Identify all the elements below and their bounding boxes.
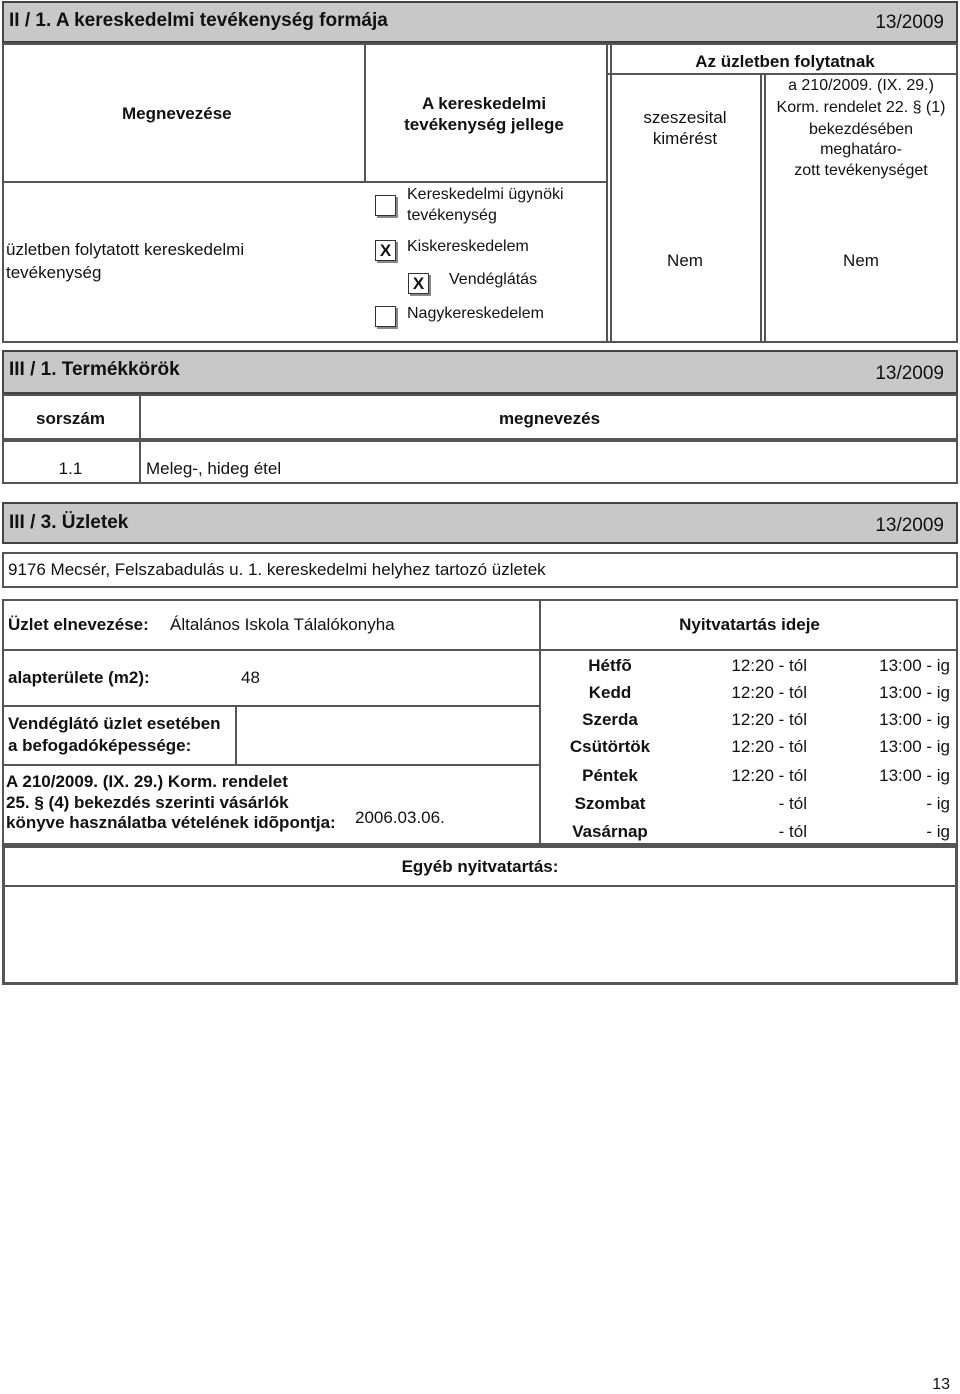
row-no: 1.1 — [58, 459, 83, 478]
opt-agent-label-2: tevékenység — [407, 207, 497, 224]
area-value: 48 — [241, 668, 260, 687]
day-label: Vasárnap — [572, 822, 648, 841]
activity-value: Nem — [843, 251, 879, 270]
book-label-3: könyve használatba vételének idõpontja: — [6, 813, 336, 832]
section-code: 13/2009 — [875, 12, 944, 33]
col-header-name: Megnevezése — [122, 104, 232, 123]
alcohol-value: Nem — [667, 251, 703, 270]
catering-checkbox[interactable]: X — [408, 273, 429, 294]
section-header-shops — [2, 502, 958, 544]
section-title: II / 1. A kereskedelmi tevékenység formája — [9, 10, 388, 31]
day-label: Péntek — [582, 766, 638, 785]
open-from: - tól — [778, 822, 807, 841]
row-name-2: tevékenység — [6, 263, 102, 282]
section-code: 13/2009 — [875, 363, 944, 384]
col-header-alcohol-2: kimérést — [652, 129, 718, 148]
page-number: 13 — [932, 1376, 950, 1393]
shop-address: 9176 Mecsér, Felszabadulás u. 1. kereskedelmi helyhez tartozó üzletek — [8, 560, 546, 579]
opening-hours-title: Nyitvatartás ideje — [679, 615, 820, 634]
section-title: III / 3. Üzletek — [9, 512, 129, 533]
section-title: III / 1. Termékkörök — [9, 359, 180, 380]
col-header-activity-3: bekezdésében — [808, 121, 914, 138]
day-label: Csütörtök — [569, 737, 651, 756]
open-from: 12:20 - tól — [731, 737, 807, 756]
col-header-product-name: megnevezés — [498, 409, 601, 428]
capacity-label-2: a befogadóképessége: — [8, 736, 192, 755]
day-label: Szombat — [574, 794, 646, 813]
day-label: Kedd — [588, 683, 632, 702]
retail-checkbox[interactable]: X — [375, 240, 396, 261]
open-to: 13:00 - ig — [879, 710, 950, 729]
col-header-alcohol-1: szeszesital — [643, 108, 727, 127]
opt-retail-label: Kiskereskedelem — [407, 238, 529, 255]
col-header-activity-5: zott tevékenységet — [794, 162, 928, 179]
open-to: 13:00 - ig — [879, 737, 950, 756]
open-from: - tól — [778, 794, 807, 813]
col-header-group: Az üzletben folytatnak — [695, 52, 875, 71]
agent-checkbox[interactable] — [375, 195, 396, 216]
col-header-activity-4: meghatáro- — [820, 141, 902, 158]
open-to: 13:00 - ig — [879, 683, 950, 702]
col-header-no: sorszám — [36, 409, 105, 428]
open-from: 12:20 - tól — [731, 683, 807, 702]
wholesale-checkbox[interactable] — [375, 306, 396, 327]
open-from: 12:20 - tól — [731, 656, 807, 675]
day-label: Hétfõ — [588, 656, 632, 675]
shop-name-value: Általános Iskola Tálalókonyha — [170, 615, 395, 634]
open-to: 13:00 - ig — [879, 766, 950, 785]
book-label-1: A 210/2009. (IX. 29.) Korm. rendelet — [6, 772, 288, 791]
col-header-activity-2: Korm. rendelet 22. § (1) — [776, 99, 946, 116]
book-label-2: 25. § (4) bekezdés szerinti vásárlók — [6, 793, 289, 812]
other-hours-label: Egyéb nyitvatartás: — [401, 857, 559, 876]
open-from: 12:20 - tól — [731, 766, 807, 785]
capacity-label-1: Vendéglátó üzlet esetében — [8, 714, 221, 733]
col-header-nature-2: tevékenység jellege — [404, 115, 564, 134]
opt-wholesale-label: Nagykereskedelem — [407, 305, 544, 322]
opt-catering-label: Vendéglátás — [449, 271, 538, 288]
col-header-activity-1: a 210/2009. (IX. 29.) — [788, 77, 934, 94]
day-label: Szerda — [582, 710, 638, 729]
opt-agent-label-1: Kereskedelmi ügynöki — [407, 186, 564, 203]
open-from: 12:20 - tól — [731, 710, 807, 729]
open-to: 13:00 - ig — [879, 656, 950, 675]
section-code: 13/2009 — [875, 515, 944, 536]
open-to: - ig — [926, 794, 950, 813]
shop-name-label: Üzlet elnevezése: — [8, 615, 149, 634]
row-name-1: üzletben folytatott kereskedelmi — [6, 240, 245, 259]
open-to: - ig — [926, 822, 950, 841]
area-label: alapterülete (m2): — [8, 668, 150, 687]
book-date-value: 2006.03.06. — [355, 808, 445, 827]
col-header-nature-1: A kereskedelmi — [421, 94, 547, 113]
row-product-name: Meleg-, hideg étel — [146, 459, 282, 478]
